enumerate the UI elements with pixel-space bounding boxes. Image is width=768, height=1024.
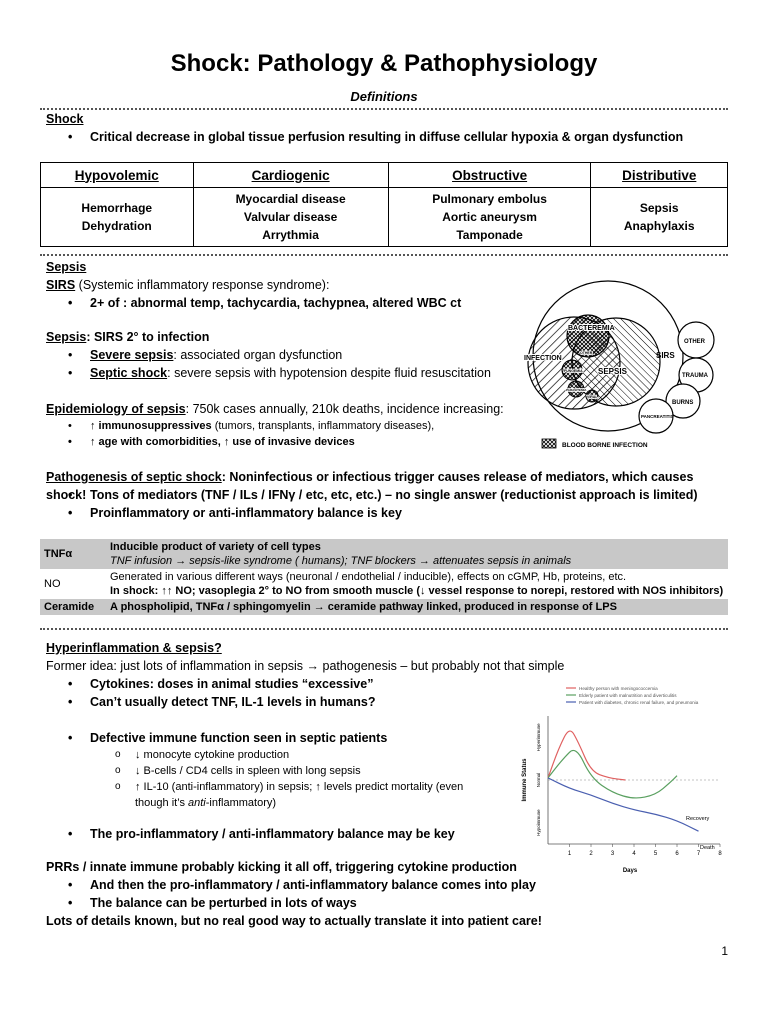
y-axis-label: Immune Status [522, 758, 528, 802]
x-tick-label: 5 [653, 851, 658, 857]
header-cardiogenic: Cardiogenic [193, 163, 388, 188]
cell-hypovolemic [41, 188, 194, 247]
x-tick-label: 2 [589, 851, 593, 857]
venn-label-other: OTHER [684, 339, 705, 345]
pathogenesis-label: Pathogenesis of septic shock [46, 470, 222, 484]
hyper-subitem-cont [135, 795, 276, 811]
sepsis-section [46, 258, 506, 294]
cell-line: Pulmonary embolus [432, 192, 547, 206]
cell-line: Tamponade [456, 228, 523, 242]
cell-cardiogenic [193, 188, 388, 247]
cell-line: Dehydration [81, 219, 152, 233]
septic-shock-item [40, 364, 530, 382]
epidemiology-line [46, 400, 516, 418]
venn-label-pancreatitis: PANCREATITIS [641, 414, 674, 419]
divider [40, 628, 728, 630]
venn-label-sirs: SIRS [656, 351, 675, 360]
shock-definition: • Critical decrease in global tissue perfusion resulting in diffuse cellular hypoxia & organ dysfunction [40, 128, 728, 146]
legend-swatch [542, 439, 556, 448]
hyper-subitem: o ↓ B-cells / CD4 cells in spleen with long sepsis [0, 763, 500, 779]
conclusion-line: Lots of details known, but no real good way to actually translate it into patient care! [46, 914, 542, 928]
hyper-item: • The pro-inflammatory / anti-inflammatory balance may be key [40, 825, 520, 843]
mediator-key: NO [44, 578, 61, 590]
venn-label-infection: INFECTION [524, 355, 562, 362]
septic-label: Septic shock [90, 366, 168, 380]
shock-types-table [40, 162, 728, 247]
shock-heading: Shock [46, 112, 84, 126]
x-tick-label: 8 [718, 851, 722, 857]
annotation-recovery: Recovery [686, 816, 710, 822]
pathogenesis-item: • Proinflammatory or anti-inflammatory balance is key [40, 504, 730, 522]
divider [40, 254, 728, 256]
sirs-label: SIRS [46, 278, 76, 292]
mediator-row-tnf [40, 539, 728, 569]
cell-line: Aortic aneurysm [442, 210, 537, 224]
sepsis-def-line [46, 328, 516, 346]
mediator-line: Inducible product of variety of cell types [110, 541, 321, 553]
text: though it’s [135, 797, 189, 809]
x-tick-label: 6 [675, 851, 679, 857]
venn-label-burns: BURNS [672, 400, 694, 406]
sirs-venn-diagram [516, 278, 728, 458]
x-axis-label: Days [622, 868, 638, 874]
venn-label-viral: VIRAL [587, 395, 598, 399]
y-tick-label: Hyperimmune [536, 723, 541, 752]
pathogenesis-definition: : Noninfectious or infectious trigger causes release of mediators, which causes shock! [46, 470, 694, 502]
mediator-line: TNF infusion → sepsis-like syndrome ( humans); TNF blockers → attenuates sepsis in animals [110, 555, 572, 567]
mediator-row-ceramide [40, 599, 728, 615]
hyper-item: • Defective immune function seen in septic patients [40, 729, 520, 747]
epi-strong: ↑ immunosuppressives [90, 420, 212, 432]
series-line [548, 750, 677, 797]
mediator-line: Generated in various different ways (neuronal / endothelial / inducible), effects on cGMP, Hb, proteins, etc. [110, 571, 627, 583]
cell-line: Hemorrhage [81, 201, 153, 215]
mediators-table [40, 539, 728, 615]
sepsis-definition: : SIRS 2° to infection [86, 330, 210, 344]
page-title: Shock: Pathology & Pathophysiology [170, 50, 598, 77]
venn-label-fungemia: FUNGEMIA [564, 369, 583, 373]
text: -inflammatory) [205, 797, 277, 809]
sirs-line [46, 276, 506, 294]
text: anti [188, 797, 206, 809]
hyper-subitem: o ↑ IL-10 (anti-inflammatory) in sepsis; ↑ levels predict mortality (even [0, 779, 500, 795]
annotation-death: Death [700, 845, 715, 851]
hyper-item: • And then the pro-inflammatory / anti-inflammatory balance comes into play [40, 876, 540, 894]
header-hypovolemic: Hypovolemic [41, 163, 194, 188]
venn-label-sepsis: SEPSIS [598, 367, 627, 376]
x-tick-label: 7 [696, 851, 701, 857]
hyper-subitem: o ↓ monocyte cytokine production [0, 747, 500, 763]
sepsis-label: Sepsis [46, 330, 87, 344]
divider [40, 108, 728, 110]
cell-line: Myocardial disease [235, 192, 346, 206]
epi-label: Epidemiology of sepsis [46, 402, 186, 416]
header-distributive: Distributive [591, 163, 728, 188]
x-tick-label: 3 [610, 851, 615, 857]
severe-label: Severe sepsis [90, 348, 174, 362]
sirs-criteria: • 2+ of : abnormal temp, tachycardia, tachypnea, altered WBC ct [40, 294, 530, 312]
mediator-row-no [40, 569, 728, 599]
cell-line: Arrythmia [262, 228, 319, 242]
legend-label: BLOOD BORNE INFECTION [562, 442, 648, 449]
hyper-heading: Hyperinflammation & sepsis? [46, 641, 222, 655]
epi-rest: (tumors, transplants, inflammatory diseases), [211, 420, 435, 432]
mediator-desc [106, 569, 728, 599]
x-tick-label: 4 [632, 851, 636, 857]
sirs-definition: (Systemic inflammatory response syndrome): [75, 278, 330, 292]
prr-line: PRRs / innate immune probably kicking it all off, triggering cytokine production [46, 860, 517, 874]
venn-label-other-small: OTHER [580, 351, 593, 355]
pathogenesis-item: • Tons of mediators (TNF / ILs / IFNγ / etc, etc, etc.) – no single answer (reductionist approach is limited) [40, 486, 730, 504]
legend-label: Healthy person with meningococcemia [579, 686, 658, 691]
epi-item: • ↑ age with comorbidities, ↑ use of invasive devices [40, 434, 530, 450]
legend-label: Patient with diabetes, chronic renal failure, and pneumonia [579, 700, 699, 705]
septic-definition: : severe sepsis with hypotension despite fluid resuscitation [167, 366, 491, 380]
legend-label: Elderly patient with malnutrition and diverticulitis [579, 693, 677, 698]
mediator-desc [106, 599, 728, 615]
mediator-line: In shock: ↑↑ NO; vasoplegia 2° to NO from smooth muscle (↓ vessel response to norepi, restored with NOS inhibitors) [110, 585, 724, 597]
severe-sepsis-item [40, 346, 530, 364]
immune-status-chart [508, 680, 730, 880]
mediator-line: A phospholipid, TNFα / sphingomyelin → ceramide pathway linked, produced in response of LPS [110, 601, 617, 613]
severe-definition: : associated organ dysfunction [173, 348, 343, 362]
venn-label-trauma: TRAUMA [682, 373, 708, 379]
mediator-desc [106, 539, 728, 569]
venn-label-parasitemia: PARASITEMIA [566, 388, 587, 392]
hyper-item: • Can’t usually detect TNF, IL-1 levels in humans? [40, 693, 520, 711]
mediator-key: Ceramide [40, 599, 106, 615]
venn-label-bacteremia: BACTEREMIA [568, 325, 615, 332]
series-line [548, 778, 699, 831]
page-number: 1 [721, 944, 728, 958]
section-title-definitions: Definitions [350, 89, 418, 104]
x-tick-label: 1 [567, 851, 572, 857]
y-tick-label: Normal [536, 772, 541, 788]
former-idea: Former idea: just lots of inflammation in sepsis → pathogenesis – but probably not that simple [46, 659, 565, 673]
header-obstructive: Obstructive [388, 163, 591, 188]
mediator-key: TNFα [40, 539, 106, 569]
hyper-section [46, 639, 736, 657]
cell-line: Valvular disease [243, 210, 338, 224]
epi-definition: : 750k cases annually, 210k deaths, incidence increasing: [185, 402, 504, 416]
epi-item [40, 418, 530, 434]
y-tick-label: Hypoimmune [536, 809, 541, 836]
hyper-item: • Cytokines: doses in animal studies “excessive” [40, 675, 520, 693]
cell-obstructive [388, 188, 591, 247]
series-line [548, 731, 625, 780]
sepsis-heading: Sepsis [46, 260, 87, 274]
cell-distributive [591, 188, 728, 247]
cell-line: Sepsis [639, 201, 679, 215]
cell-line: Anaphylaxis [623, 219, 695, 233]
hyper-item: • The balance can be perturbed in lots of ways [40, 894, 540, 912]
